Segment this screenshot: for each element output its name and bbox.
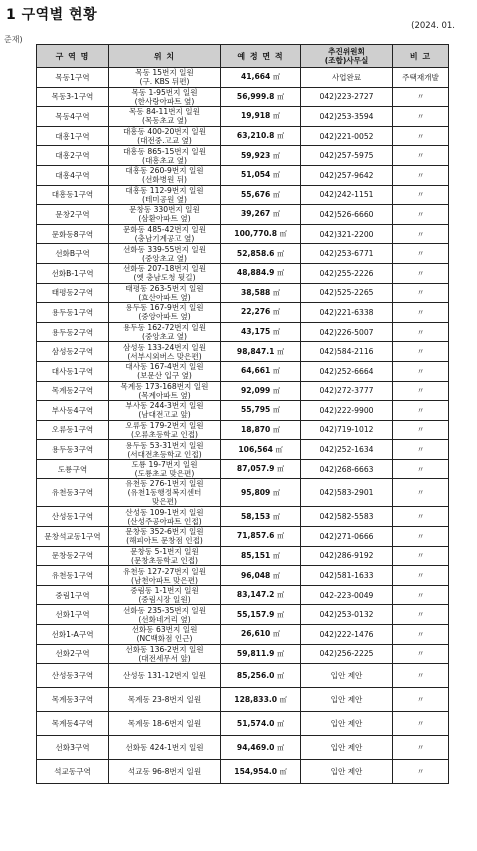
remarks-cell: 〃 xyxy=(393,712,449,736)
planned-area-cell xyxy=(221,688,301,712)
planned-area-cell xyxy=(221,760,301,784)
header-district-name: 구 역 명 xyxy=(37,45,109,68)
table-row xyxy=(37,736,449,760)
planned-area-cell xyxy=(221,185,301,205)
district-name-cell: 대사동1구역 xyxy=(37,361,109,381)
district-name-cell: 선화1구역 xyxy=(37,605,109,625)
area-value: 98,847.1 xyxy=(236,346,275,356)
remarks-cell: 〃 xyxy=(393,244,449,264)
location-cell: 산성동 109-1번지 일원 (산성주공아파트 인접) xyxy=(109,507,221,527)
remarks-cell: 〃 xyxy=(393,146,449,166)
district-name-cell: 중림1구역 xyxy=(37,585,109,605)
header-planned-area: 예 정 면 적 xyxy=(221,45,301,68)
location-cell: 태평동 263-5번지 일원 (효산아파트 옆) xyxy=(109,283,221,303)
area-unit: ㎡ xyxy=(272,112,280,121)
area-value: 51,574.0 xyxy=(236,718,275,728)
office-cell: 042)253-0132 xyxy=(301,605,393,625)
table-row xyxy=(37,185,449,205)
area-unit: ㎡ xyxy=(272,386,280,395)
table-row xyxy=(37,507,449,527)
planned-area-cell xyxy=(221,605,301,625)
planned-area-cell xyxy=(221,342,301,362)
area-unit: ㎡ xyxy=(277,249,285,258)
table-row xyxy=(37,303,449,323)
remarks-cell: 〃 xyxy=(393,760,449,784)
location-cell: 문창동 5-1번지 일원 (문창초등학교 인접) xyxy=(109,546,221,566)
table-row xyxy=(37,546,449,566)
planned-area-cell xyxy=(221,401,301,421)
district-name-cell: 문화동8구역 xyxy=(37,224,109,244)
area-unit: ㎡ xyxy=(272,367,280,376)
area-unit: ㎡ xyxy=(272,308,280,317)
planned-area-cell xyxy=(221,224,301,244)
planned-area-cell xyxy=(221,68,301,88)
office-cell: 042)255-2226 xyxy=(301,263,393,283)
unit-label: 준재) xyxy=(4,35,23,44)
district-name-cell: 선화3구역 xyxy=(37,736,109,760)
area-unit: ㎡ xyxy=(272,512,280,521)
district-name-cell: 용두동1구역 xyxy=(37,303,109,323)
office-cell: 042)286-9192 xyxy=(301,546,393,566)
office-cell: 입안 제안 xyxy=(301,736,393,760)
remarks-cell: 〃 xyxy=(393,303,449,323)
area-value: 55,795 xyxy=(241,405,271,415)
location-cell: 선화동 207-18번지 일원 (옛 충남도청 뒷길) xyxy=(109,263,221,283)
table-row xyxy=(37,283,449,303)
area-value: 43,175 xyxy=(241,327,271,337)
office-cell: 042)582-5583 xyxy=(301,507,393,527)
area-value: 92,099 xyxy=(241,385,271,395)
area-value: 64,661 xyxy=(241,366,271,376)
area-unit: ㎡ xyxy=(277,347,285,356)
district-name-cell: 문창석교동1구역 xyxy=(37,527,109,547)
table-row xyxy=(37,107,449,127)
area-value: 58,153 xyxy=(241,511,271,521)
office-cell: 042)253-6771 xyxy=(301,244,393,264)
district-status-table xyxy=(36,44,449,784)
location-cell: 석교동 96-8번지 일원 xyxy=(109,760,221,784)
area-unit: ㎡ xyxy=(279,230,287,239)
area-unit: ㎡ xyxy=(277,132,285,141)
area-unit: ㎡ xyxy=(272,288,280,297)
remarks-cell: 〃 xyxy=(393,605,449,625)
planned-area-cell xyxy=(221,459,301,479)
office-cell: 입안 제안 xyxy=(301,712,393,736)
table-row xyxy=(37,205,449,225)
district-name-cell: 목계동4구역 xyxy=(37,712,109,736)
office-cell: 042)256-2225 xyxy=(301,644,393,664)
office-cell: 042)271-0666 xyxy=(301,527,393,547)
area-unit: ㎡ xyxy=(275,445,283,454)
area-value: 48,884.9 xyxy=(236,268,275,278)
area-value: 41,664 xyxy=(241,72,271,82)
area-unit: ㎡ xyxy=(272,630,280,639)
office-cell: 042)242-1151 xyxy=(301,185,393,205)
planned-area-cell xyxy=(221,712,301,736)
area-value: 38,588 xyxy=(241,287,271,297)
district-name-cell: 선화B-1구역 xyxy=(37,263,109,283)
area-value: 26,610 xyxy=(241,629,271,639)
remarks-cell: 〃 xyxy=(393,585,449,605)
office-cell: 042)526-6660 xyxy=(301,205,393,225)
district-name-cell: 태평동2구역 xyxy=(37,283,109,303)
area-unit: ㎡ xyxy=(272,190,280,199)
remarks-cell: 〃 xyxy=(393,322,449,342)
office-cell: 042)222-1476 xyxy=(301,625,393,645)
remarks-cell: 〃 xyxy=(393,736,449,760)
planned-area-cell xyxy=(221,107,301,127)
planned-area-cell xyxy=(221,244,301,264)
table-row xyxy=(37,712,449,736)
table-row xyxy=(37,688,449,712)
table-row xyxy=(37,224,449,244)
area-unit: ㎡ xyxy=(279,695,287,704)
location-cell: 대흥동 865-15번지 일원 (대흥초교 옆) xyxy=(109,146,221,166)
planned-area-cell xyxy=(221,263,301,283)
table-row xyxy=(37,644,449,664)
remarks-cell: 〃 xyxy=(393,342,449,362)
planned-area-cell xyxy=(221,736,301,760)
office-cell: 042)253-3594 xyxy=(301,107,393,127)
location-cell: 용두동 53-31번지 일원 (서대전초등학교 인접) xyxy=(109,440,221,460)
location-cell: 목동 15번지 일원 (구. KBS 뒤편) xyxy=(109,68,221,88)
area-unit: ㎡ xyxy=(277,743,285,752)
area-unit: ㎡ xyxy=(277,671,285,680)
location-cell: 삼성동 133-24번지 일원 (서부시외버스 맞은편) xyxy=(109,342,221,362)
table-row xyxy=(37,625,449,645)
area-value: 59,811.9 xyxy=(236,648,275,658)
district-name-cell: 삼성동2구역 xyxy=(37,342,109,362)
office-cell: 입안 제안 xyxy=(301,664,393,688)
district-name-cell: 목동3-1구역 xyxy=(37,87,109,107)
location-cell: 목계동 18-6번지 일원 xyxy=(109,712,221,736)
planned-area-cell xyxy=(221,664,301,688)
area-value: 52,858.6 xyxy=(236,248,275,258)
remarks-cell: 〃 xyxy=(393,361,449,381)
location-cell: 대흥동 400-20번지 일원 (대전중.고교 옆) xyxy=(109,126,221,146)
planned-area-cell xyxy=(221,303,301,323)
remarks-cell: 〃 xyxy=(393,107,449,127)
remarks-cell: 〃 xyxy=(393,527,449,547)
table-row xyxy=(37,527,449,547)
area-value: 59,923 xyxy=(241,150,271,160)
office-cell: 042)272-3777 xyxy=(301,381,393,401)
district-name-cell: 대흥1구역 xyxy=(37,126,109,146)
planned-area-cell xyxy=(221,205,301,225)
district-name-cell: 선화1-A구역 xyxy=(37,625,109,645)
remarks-cell: 〃 xyxy=(393,263,449,283)
area-unit: ㎡ xyxy=(272,551,280,560)
remarks-cell: 〃 xyxy=(393,126,449,146)
district-name-cell: 대흥동1구역 xyxy=(37,185,109,205)
area-unit: ㎡ xyxy=(272,171,280,180)
remarks-cell: 〃 xyxy=(393,224,449,244)
remarks-cell: 〃 xyxy=(393,205,449,225)
office-cell: 입안 제안 xyxy=(301,760,393,784)
office-cell: 042)257-9642 xyxy=(301,165,393,185)
district-name-cell: 석교동구역 xyxy=(37,760,109,784)
district-name-cell: 대흥2구역 xyxy=(37,146,109,166)
district-name-cell: 용두동2구역 xyxy=(37,322,109,342)
area-unit: ㎡ xyxy=(272,151,280,160)
table-row xyxy=(37,420,449,440)
office-cell: 042)222-9900 xyxy=(301,401,393,421)
district-name-cell: 문창동2구역 xyxy=(37,546,109,566)
table-row xyxy=(37,126,449,146)
planned-area-cell xyxy=(221,546,301,566)
location-cell: 용두동 162-72번지 일원 (중앙초교 옆) xyxy=(109,322,221,342)
header-location: 위 치 xyxy=(109,45,221,68)
location-cell: 도룡 19-7번지 일원 (도룡초교 맞은편) xyxy=(109,459,221,479)
location-cell: 선화동 63번지 일원 (NC백화점 인근) xyxy=(109,625,221,645)
planned-area-cell xyxy=(221,440,301,460)
area-value: 154,954.0 xyxy=(234,766,278,776)
remarks-cell: 〃 xyxy=(393,420,449,440)
location-cell: 용두동 167-9번지 일원 (중앙아파트 옆) xyxy=(109,303,221,323)
district-name-cell: 목동4구역 xyxy=(37,107,109,127)
table-header-row xyxy=(37,45,449,68)
table-row xyxy=(37,605,449,625)
area-value: 96,048 xyxy=(241,570,271,580)
location-cell: 목동 1-95번지 일원 (한사랑아파트 옆) xyxy=(109,87,221,107)
location-cell: 중림동 1-1번지 일원 (중림시장 일원) xyxy=(109,585,221,605)
district-name-cell: 문창2구역 xyxy=(37,205,109,225)
office-cell: 042-223-0049 xyxy=(301,585,393,605)
area-unit: ㎡ xyxy=(277,719,285,728)
area-value: 56,999.8 xyxy=(236,91,275,101)
office-cell: 042)226-5007 xyxy=(301,322,393,342)
header-office: 추진위원회 (조합)사무실 xyxy=(301,45,393,68)
table-row xyxy=(37,87,449,107)
location-cell: 유천동 276-1번지 일원 (유천1동행정복지센터 맞은편) xyxy=(109,479,221,507)
location-cell: 문창동 330번지 일원 (삼환아파트 옆) xyxy=(109,205,221,225)
location-cell: 대흥동 260-9번지 일원 (선화병원 뒤) xyxy=(109,165,221,185)
planned-area-cell xyxy=(221,165,301,185)
remarks-cell: 〃 xyxy=(393,401,449,421)
office-cell: 입안 제안 xyxy=(301,688,393,712)
area-unit: ㎡ xyxy=(277,610,285,619)
district-name-cell: 도룡구역 xyxy=(37,459,109,479)
district-name-cell: 선화B구역 xyxy=(37,244,109,264)
office-cell: 042)525-2265 xyxy=(301,283,393,303)
district-name-cell: 유천동1구역 xyxy=(37,566,109,586)
planned-area-cell xyxy=(221,420,301,440)
planned-area-cell xyxy=(221,479,301,507)
area-value: 100,770.8 xyxy=(234,229,278,239)
area-unit: ㎡ xyxy=(272,73,280,82)
location-cell: 문창동 352-6번지 일원 (해피아트 문창점 인접) xyxy=(109,527,221,547)
remarks-cell: 〃 xyxy=(393,283,449,303)
office-cell: 042)221-0052 xyxy=(301,126,393,146)
location-cell: 선화동 136-2번지 일원 (대전세무서 앞) xyxy=(109,644,221,664)
location-cell: 선화동 235-35번지 일원 (선화네거리 옆) xyxy=(109,605,221,625)
area-value: 51,054 xyxy=(241,170,271,180)
area-unit: ㎡ xyxy=(277,591,285,600)
planned-area-cell xyxy=(221,87,301,107)
district-name-cell: 용두동3구역 xyxy=(37,440,109,460)
table-row xyxy=(37,322,449,342)
district-name-cell: 오류동1구역 xyxy=(37,420,109,440)
area-unit: ㎡ xyxy=(272,328,280,337)
planned-area-cell xyxy=(221,644,301,664)
office-cell: 042)719-1012 xyxy=(301,420,393,440)
remarks-cell: 〃 xyxy=(393,459,449,479)
remarks-cell: 〃 xyxy=(393,165,449,185)
table-row xyxy=(37,566,449,586)
planned-area-cell xyxy=(221,585,301,605)
table-row xyxy=(37,263,449,283)
area-unit: ㎡ xyxy=(277,269,285,278)
remarks-cell: 〃 xyxy=(393,87,449,107)
table-row xyxy=(37,440,449,460)
planned-area-cell xyxy=(221,381,301,401)
table-row xyxy=(37,244,449,264)
table-row xyxy=(37,585,449,605)
area-value: 106,564 xyxy=(238,444,273,454)
location-cell: 대사동 167-4번지 일원 (보문산 입구 옆) xyxy=(109,361,221,381)
area-unit: ㎡ xyxy=(277,465,285,474)
area-value: 71,857.6 xyxy=(236,531,275,541)
remarks-cell: 〃 xyxy=(393,625,449,645)
office-cell: 042)221-6338 xyxy=(301,303,393,323)
location-cell: 목계동 173-168번지 일원 (목계아파트 옆) xyxy=(109,381,221,401)
table-row xyxy=(37,165,449,185)
office-cell: 042)223-2727 xyxy=(301,87,393,107)
area-value: 22,276 xyxy=(241,307,271,317)
location-cell: 목계동 23-8번지 일원 xyxy=(109,688,221,712)
remarks-cell: 〃 xyxy=(393,479,449,507)
remarks-cell: 〃 xyxy=(393,566,449,586)
area-value: 39,267 xyxy=(241,209,271,219)
district-name-cell: 목계동3구역 xyxy=(37,688,109,712)
district-name-cell: 목계동2구역 xyxy=(37,381,109,401)
area-unit: ㎡ xyxy=(272,406,280,415)
location-cell: 산성동 131-12번지 일원 xyxy=(109,664,221,688)
office-cell: 042)252-1634 xyxy=(301,440,393,460)
remarks-cell: 〃 xyxy=(393,440,449,460)
location-cell: 대흥동 112-9번지 일원 (테미공원 옆) xyxy=(109,185,221,205)
district-name-cell: 부사동4구역 xyxy=(37,401,109,421)
location-cell: 선화동 339-55번지 일원 (중앙초교 옆) xyxy=(109,244,221,264)
table-row xyxy=(37,146,449,166)
location-cell: 부사동 244-3번지 일원 (남대전고교 앞) xyxy=(109,401,221,421)
office-cell: 042)268-6663 xyxy=(301,459,393,479)
planned-area-cell xyxy=(221,126,301,146)
office-cell: 042)583-2901 xyxy=(301,479,393,507)
planned-area-cell xyxy=(221,146,301,166)
office-cell: 042)257-5975 xyxy=(301,146,393,166)
area-value: 94,469.0 xyxy=(236,742,275,752)
remarks-cell: 〃 xyxy=(393,688,449,712)
area-value: 18,870 xyxy=(241,424,271,434)
office-cell: 042)252-6664 xyxy=(301,361,393,381)
district-name-cell: 선화2구역 xyxy=(37,644,109,664)
remarks-cell: 〃 xyxy=(393,644,449,664)
area-value: 19,918 xyxy=(241,111,271,121)
district-name-cell: 목동1구역 xyxy=(37,68,109,88)
area-unit: ㎡ xyxy=(277,92,285,101)
location-cell: 오류동 179-2번지 일원 (오류초등학교 인접) xyxy=(109,420,221,440)
location-cell: 문화동 485-42번지 일원 (충남기계공고 옆) xyxy=(109,224,221,244)
area-unit: ㎡ xyxy=(272,571,280,580)
area-value: 87,057.9 xyxy=(236,464,275,474)
page-title: 1 구역별 현황 xyxy=(6,7,98,23)
table-row xyxy=(37,479,449,507)
date-label: (2024. 01. xyxy=(411,21,455,31)
planned-area-cell xyxy=(221,625,301,645)
remarks-cell: 〃 xyxy=(393,185,449,205)
planned-area-cell xyxy=(221,361,301,381)
area-value: 83,147.2 xyxy=(236,590,275,600)
planned-area-cell xyxy=(221,322,301,342)
table-row xyxy=(37,381,449,401)
remarks-cell: 〃 xyxy=(393,546,449,566)
table-row xyxy=(37,68,449,88)
location-cell: 유천동 127-27번지 일원 (남천아파트 맞은편) xyxy=(109,566,221,586)
table-row xyxy=(37,401,449,421)
area-value: 55,157.9 xyxy=(236,609,275,619)
district-name-cell: 대흥4구역 xyxy=(37,165,109,185)
area-unit: ㎡ xyxy=(277,532,285,541)
table-row xyxy=(37,664,449,688)
location-cell: 목동 84-11번지 일원 (목동초교 옆) xyxy=(109,107,221,127)
table-row xyxy=(37,361,449,381)
header-remarks: 비 고 xyxy=(393,45,449,68)
table-row xyxy=(37,760,449,784)
area-value: 55,676 xyxy=(241,189,271,199)
planned-area-cell xyxy=(221,566,301,586)
planned-area-cell xyxy=(221,283,301,303)
office-cell: 042)321-2200 xyxy=(301,224,393,244)
remarks-cell: 〃 xyxy=(393,507,449,527)
area-unit: ㎡ xyxy=(279,767,287,776)
office-cell: 사업완료 xyxy=(301,68,393,88)
area-value: 85,151 xyxy=(241,550,271,560)
remarks-cell: 주택재개발 xyxy=(393,68,449,88)
table-row xyxy=(37,459,449,479)
area-value: 128,833.0 xyxy=(234,694,278,704)
district-name-cell: 산성동1구역 xyxy=(37,507,109,527)
office-cell: 042)581-1633 xyxy=(301,566,393,586)
area-unit: ㎡ xyxy=(272,210,280,219)
area-value: 63,210.8 xyxy=(236,131,275,141)
area-value: 95,809 xyxy=(241,487,271,497)
remarks-cell: 〃 xyxy=(393,381,449,401)
planned-area-cell xyxy=(221,507,301,527)
remarks-cell: 〃 xyxy=(393,664,449,688)
district-name-cell: 유천동3구역 xyxy=(37,479,109,507)
area-value: 85,256.0 xyxy=(236,670,275,680)
office-cell: 042)584-2116 xyxy=(301,342,393,362)
area-unit: ㎡ xyxy=(272,488,280,497)
area-unit: ㎡ xyxy=(277,649,285,658)
location-cell: 선화동 424-1번지 일원 xyxy=(109,736,221,760)
planned-area-cell xyxy=(221,527,301,547)
district-name-cell: 산성동3구역 xyxy=(37,664,109,688)
table-row xyxy=(37,342,449,362)
area-unit: ㎡ xyxy=(272,425,280,434)
